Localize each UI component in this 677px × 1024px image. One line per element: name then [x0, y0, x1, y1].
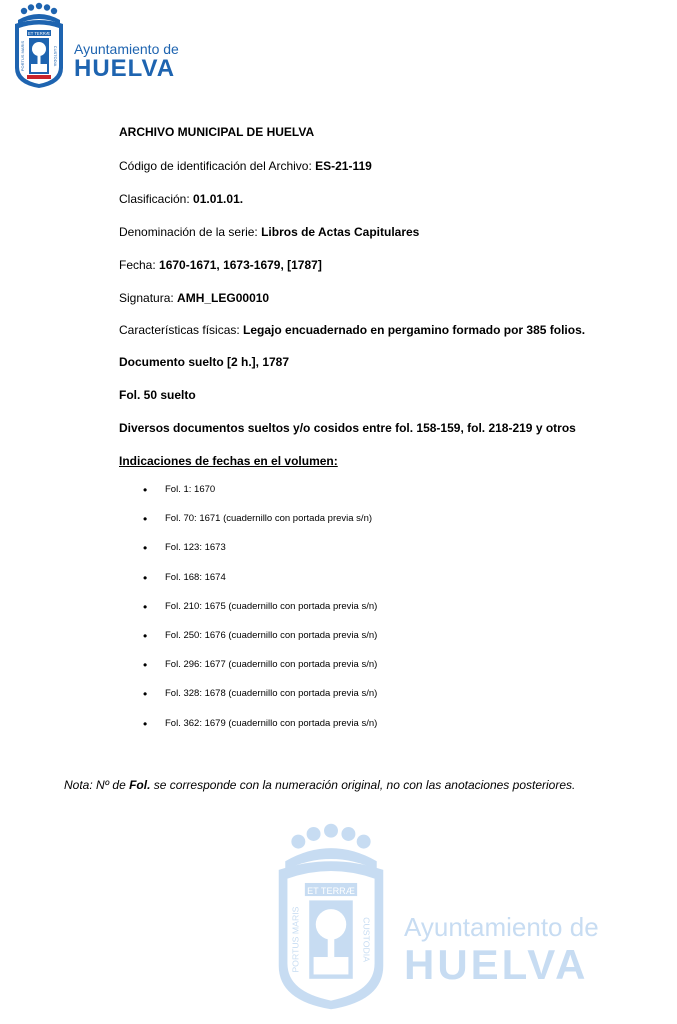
list-item: • Fol. 1: 1670: [119, 483, 377, 512]
clasificacion-value: 01.01.01.: [193, 192, 244, 206]
fechas-list: [119, 483, 377, 746]
logo-subtitle: Ayuntamiento de: [74, 40, 179, 57]
caracteristicas-row: [119, 323, 585, 337]
serie-label: Denominación de la serie:: [119, 225, 262, 239]
codigo-label: Código de identificación del Archivo:: [119, 159, 316, 173]
footnote-bold: Fol.: [129, 778, 151, 792]
serie-row: [119, 225, 419, 239]
indicaciones-heading: Indicaciones de fechas en el volumen:: [119, 454, 338, 468]
caracteristicas-value: Legajo encuadernado en pergamino formado por 385 folios.: [243, 323, 586, 337]
fecha-value: 1670-1671, 1673-1679, [1787]: [159, 258, 322, 272]
list-item: • Fol. 123: 1673: [119, 541, 377, 570]
huelva-crest-icon: [10, 2, 68, 92]
list-item: • Fol. 362: 1679 (cuadernillo con portada previa s/n): [119, 717, 377, 746]
fecha-label: Fecha:: [119, 258, 160, 272]
list-item: • Fol. 328: 1678 (cuadernillo con portada previa s/n): [119, 687, 377, 716]
crest-right-text: CUSTODIA: [53, 45, 58, 67]
watermark-logo: [262, 822, 599, 1018]
clasificacion-label: Clasificación:: [119, 192, 194, 206]
watermark-subtitle: Ayuntamiento de: [404, 912, 599, 942]
archive-title: ARCHIVO MUNICIPAL DE HUELVA: [119, 125, 315, 139]
codigo-value: ES-21-119: [315, 159, 372, 173]
codigo-row: [119, 159, 372, 173]
footnote-prefix: Nota: Nº de: [64, 778, 130, 792]
watermark-title: HUELVA: [404, 941, 589, 988]
caracteristicas-label: Características físicas:: [119, 323, 244, 337]
crest-top-text: ET TERRÆ: [28, 31, 50, 36]
logo-title: HUELVA: [74, 54, 176, 82]
header-logo: [10, 2, 179, 92]
diversos-documentos: Diversos documentos sueltos y/o cosidos entre fol. 158-159, fol. 218-219 y otros: [119, 421, 576, 435]
footnote-suffix: se corresponde con la numeración original, no con las anotaciones posteriores.: [150, 778, 576, 792]
clasificacion-row: [119, 192, 243, 206]
list-item: • Fol. 296: 1677 (cuadernillo con portada previa s/n): [119, 658, 377, 687]
footnote: [64, 778, 575, 792]
list-item: • Fol. 168: 1674: [119, 571, 377, 600]
signatura-row: [119, 291, 269, 305]
fecha-row: [119, 258, 322, 272]
signatura-label: Signatura:: [119, 291, 178, 305]
signatura-value: AMH_LEG00010: [177, 291, 270, 305]
list-item: • Fol. 70: 1671 (cuadernillo con portada previa s/n): [119, 512, 377, 541]
watermark-crest-right-text: CUSTODIA: [361, 917, 372, 963]
huelva-crest-watermark-icon: [262, 822, 400, 1018]
list-item: • Fol. 210: 1675 (cuadernillo con portada previa s/n): [119, 600, 377, 629]
documento-suelto: Documento suelto [2 h.], 1787: [119, 355, 290, 369]
crest-left-text: PORTUS MARIS: [20, 40, 25, 72]
serie-value: Libros de Actas Capitulares: [261, 225, 420, 239]
folio-suelto: Fol. 50 suelto: [119, 388, 196, 402]
list-item: • Fol. 250: 1676 (cuadernillo con portada previa s/n): [119, 629, 377, 658]
watermark-crest-top-text: ET TERRÆ: [307, 885, 355, 896]
watermark-crest-left-text: PORTUS MARIS: [290, 906, 301, 973]
